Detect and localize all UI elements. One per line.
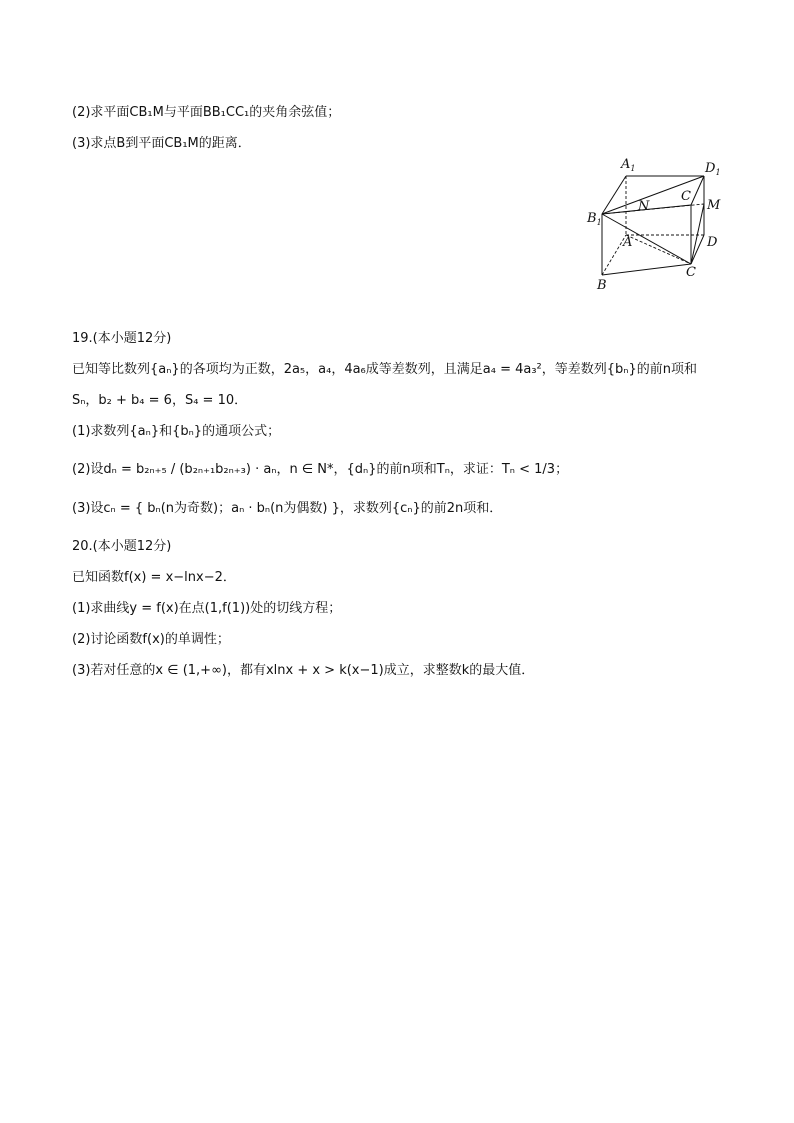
q20-header: 20.(本小题12分) xyxy=(72,539,172,554)
q20-part3: (3)若对任意的x ∈ (1,+∞)，都有xlnx + x > k(x−1)成立，求整数k的最大值． xyxy=(72,663,535,678)
q20-part1: (1)求曲线y = f(x)在点(1,f(1))处的切线方程； xyxy=(72,601,342,616)
label-c: C xyxy=(686,265,696,280)
line-b1c xyxy=(602,214,691,264)
q18-part2: (2)求平面CB₁M与平面BB₁CC₁的夹角余弦值； xyxy=(72,105,341,120)
q18-part3: (3)求点B到平面CB₁M的距离． xyxy=(72,136,251,151)
edge-bc xyxy=(602,264,691,275)
q19-part2: (2)设dₙ = b₂ₙ₊₅ / (b₂ₙ₊₁b₂ₙ₊₃) · aₙ，n ∈ N*，{dₙ}的前n项和Tₙ，求证：Tₙ < 1/3； xyxy=(72,462,569,477)
edge-ac-hidden xyxy=(626,235,691,264)
label-b: B xyxy=(597,278,607,293)
edge-a1b1 xyxy=(602,176,626,214)
label-d: D xyxy=(707,235,718,250)
q19-part1: (1)求数列{aₙ}和{bₙ}的通项公式； xyxy=(72,424,281,439)
label-d1: $D_1$ xyxy=(705,161,721,177)
edge-cd xyxy=(691,235,704,264)
q20-part2: (2)讨论函数f(x)的单调性； xyxy=(72,632,230,647)
q19-stem-line2: Sₙ，b₂ + b₄ = 6，S₄ = 10． xyxy=(72,393,248,408)
q19-header: 19.(本小题12分) xyxy=(72,331,172,346)
q19-part3: (3)设cₙ = { bₙ(n为奇数)；aₙ · bₙ(n为偶数) }，求数列{cₙ}的前2n项和． xyxy=(72,501,503,516)
label-b1: $B_1$ xyxy=(587,211,602,227)
label-c1: C xyxy=(681,189,691,204)
line-b1m-hidden xyxy=(602,204,704,214)
q19-stem-line1: 已知等比数列{aₙ}的各项均为正数，2a₅，a₄，4a₆成等差数列，且满足a₄ = 4a₃²，等差数列{bₙ}的前n项和 xyxy=(72,362,697,377)
label-m: M xyxy=(707,198,721,213)
prism-figure xyxy=(583,152,733,294)
label-a1: $A_1$ xyxy=(621,157,636,173)
q20-stem: 已知函数f(x) = x−lnx−2． xyxy=(72,570,236,585)
label-a: A xyxy=(623,235,633,250)
line-mc xyxy=(691,204,704,264)
label-n: N xyxy=(638,199,650,214)
